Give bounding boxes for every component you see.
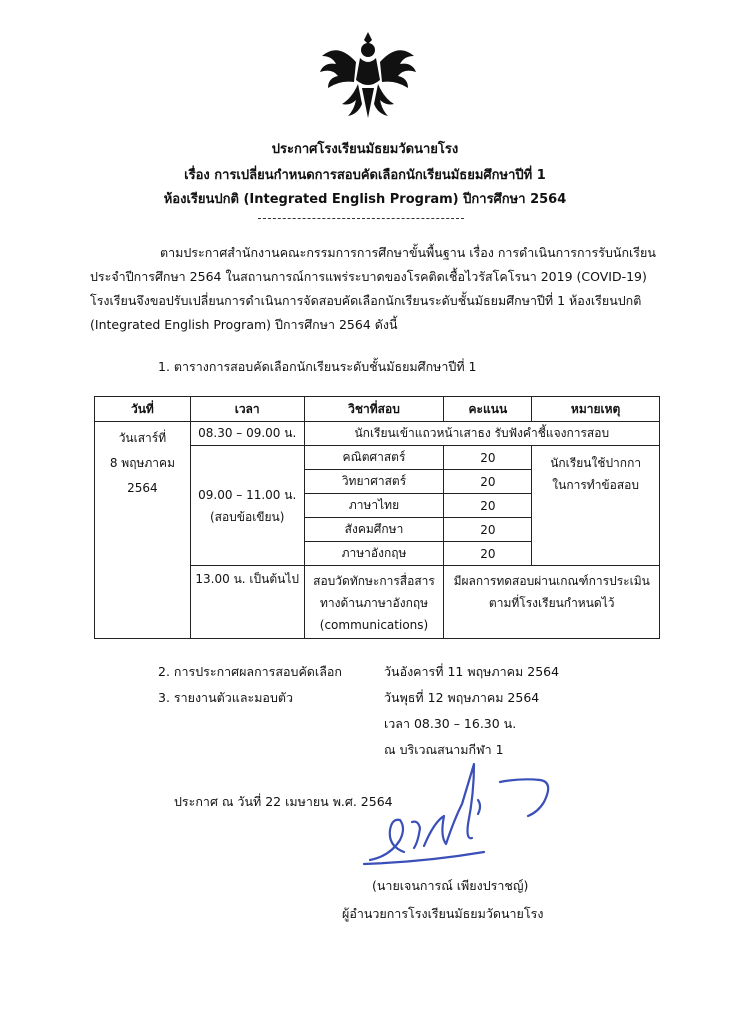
table-row: [95, 422, 660, 446]
subject-cell: ภาษาอังกฤษ: [304, 542, 444, 566]
subject-cell: วิทยาศาสตร์: [304, 470, 444, 494]
column-header-date: วันที่: [95, 397, 191, 422]
communication-test-cell: [304, 566, 444, 639]
list-item-3-label: 3. รายงานตัวและมอบตัว: [158, 690, 294, 705]
exam-time-line-1: 09.00 – 11.00 น.: [198, 487, 297, 502]
communication-test-line-2: ทางด้านภาษาอังกฤษ: [319, 596, 429, 610]
assembly-description-cell: นักเรียนเข้าแถวหน้าเสาธง รับฟังคำชี้แจงการสอบ: [304, 422, 659, 446]
document-title: ประกาศโรงเรียนมัธยมวัดนายโรง: [271, 142, 459, 157]
date-line-2: 8 พฤษภาคม: [109, 456, 175, 470]
score-cell: 20: [444, 470, 532, 494]
pen-note-line-2: ในการทำข้อสอบ: [552, 478, 639, 492]
list-item-3-time: เวลา 08.30 – 16.30 น.: [384, 716, 517, 731]
divider: [258, 218, 464, 219]
exam-schedule-table: [94, 396, 660, 639]
column-header-time: เวลา: [190, 397, 304, 422]
score-cell: 20: [444, 518, 532, 542]
list-item-1: 1. ตารางการสอบคัดเลือกนักเรียนระดับชั้นมัธยมศึกษาปีที่ 1: [158, 359, 477, 374]
criteria-note-cell: [444, 566, 660, 639]
subject-cell: สังคมศึกษา: [304, 518, 444, 542]
pen-note-cell: [532, 446, 660, 566]
paragraph-line-1: ตามประกาศสำนักงานคณะกรรมการการศึกษาขั้นพื้นฐาน เรื่อง การดำเนินการการรับนักเรียน: [160, 245, 656, 260]
handwritten-signature: [360, 760, 560, 870]
document-subject-line2: ห้องเรียนปกติ (Integrated English Program) ปีการศึกษา 2564: [163, 192, 567, 207]
score-cell: 20: [444, 494, 532, 518]
subject-cell: คณิตศาสตร์: [304, 446, 444, 470]
subject-cell: ภาษาไทย: [304, 494, 444, 518]
time-cell: 08.30 – 09.00 น.: [190, 422, 304, 446]
list-item-2-value: วันอังคารที่ 11 พฤษภาคม 2564: [384, 664, 560, 679]
list-item-2-label: 2. การประกาศผลการสอบคัดเลือก: [158, 664, 342, 679]
date-line-3: 2564: [127, 481, 158, 495]
communication-test-line-1: สอบวัดทักษะการสื่อสาร: [313, 574, 435, 588]
pen-note-line-1: นักเรียนใช้ปากกา: [550, 456, 642, 470]
communication-test-line-3: (communications): [319, 618, 429, 632]
signer-name: (นายเจนการณ์ เพียงปราชญ์): [372, 878, 529, 893]
score-cell: 20: [444, 542, 532, 566]
date-cell: [95, 422, 191, 639]
afternoon-time-cell: 13.00 น. เป็นต้นไป: [190, 566, 304, 639]
announcement-date: ประกาศ ณ วันที่ 22 เมษายน พ.ศ. 2564: [174, 794, 393, 809]
document-subject: เรื่อง การเปลี่ยนกำหนดการสอบคัดเลือกนักเรียนมัธยมศึกษาปีที่ 1: [184, 168, 546, 183]
list-item-3-value: วันพุธที่ 12 พฤษภาคม 2564: [384, 690, 540, 705]
exam-time-cell: [190, 446, 304, 566]
column-header-subject: วิชาที่สอบ: [304, 397, 444, 422]
table-header-row: [95, 397, 660, 422]
exam-time-line-2: (สอบข้อเขียน): [209, 509, 285, 524]
criteria-note-line-2: ตามที่โรงเรียนกำหนดไว้: [488, 596, 615, 610]
column-header-note: หมายเหตุ: [532, 397, 660, 422]
date-line-1: วันเสาร์ที่: [118, 431, 167, 445]
criteria-note-line-1: มีผลการทดสอบผ่านเกณฑ์การประเมิน: [453, 574, 650, 588]
garuda-emblem-icon: [316, 28, 420, 124]
score-cell: 20: [444, 446, 532, 470]
column-header-score: คะแนน: [444, 397, 532, 422]
paragraph-line-3: โรงเรียนจึงขอปรับเปลี่ยนการดำเนินการจัดสอบคัดเลือกนักเรียนระดับชั้นมัธยมศึกษาปีที่ 1 ห้องเรียนปกติ: [90, 293, 642, 308]
paragraph-line-4: (Integrated English Program) ปีการศึกษา 2564 ดังนี้: [90, 317, 398, 332]
paragraph-line-2: ประจำปีการศึกษา 2564 ในสถานการณ์การแพร่ระบาดของโรคติดเชื้อไวรัสโคโรนา 2019 (COVID-19): [90, 269, 647, 284]
signer-title: ผู้อำนวยการโรงเรียนมัธยมวัดนายโรง: [342, 906, 544, 921]
list-item-3-place: ณ บริเวณสนามกีฬา 1: [384, 742, 504, 757]
